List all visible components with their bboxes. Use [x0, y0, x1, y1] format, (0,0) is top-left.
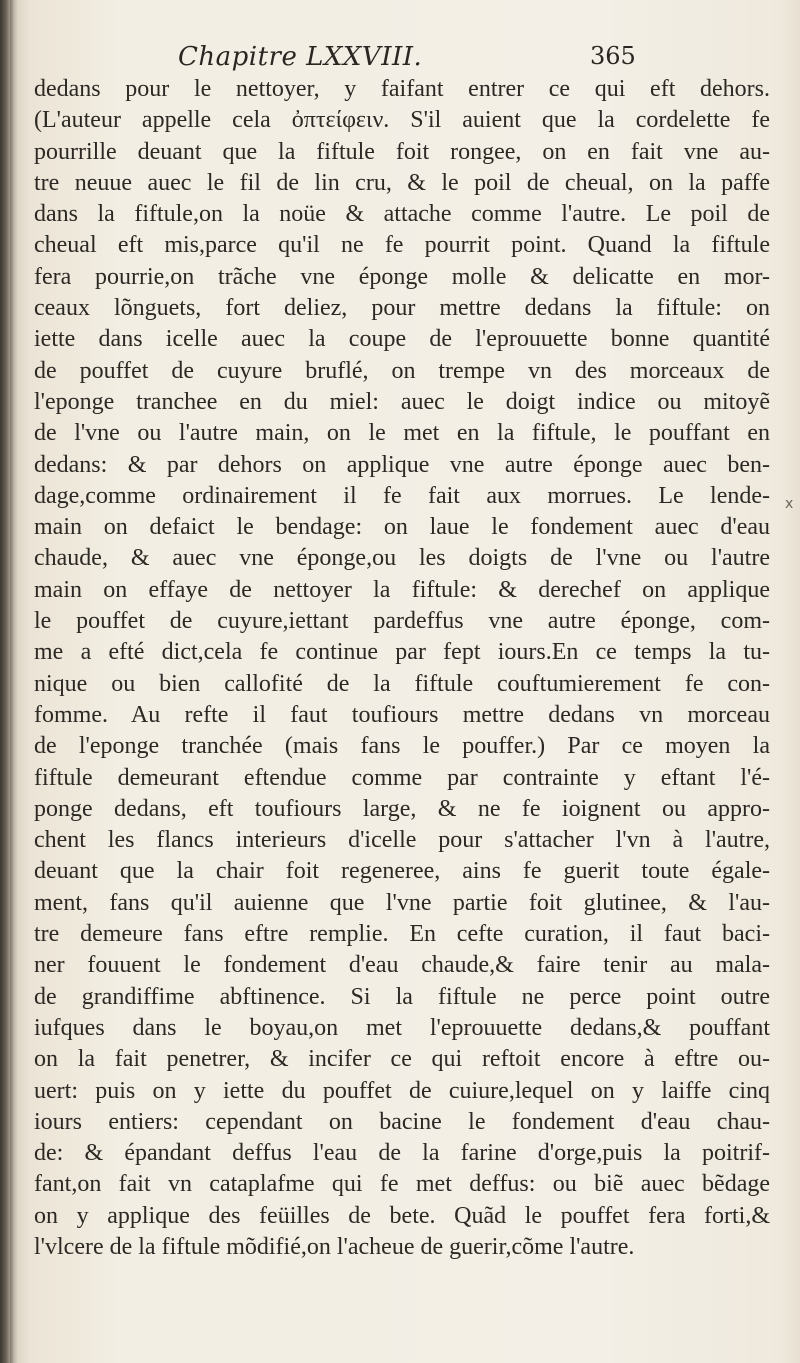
- text-line: iette dans icelle auec la coupe de l'eprouuette bonne quantité: [34, 326, 770, 353]
- text-line: uert: puis on y iette du pouffet de cuiure,lequel on y laiffe cinq: [34, 1077, 770, 1104]
- text-line: tre demeure fans eftre remplie. En cefte curation, il faut baci-: [34, 921, 770, 948]
- text-line: on la fait penetrer, & incifer ce qui reftoit encore à eftre ou-: [34, 1046, 770, 1073]
- text-line: ner fouuent le fondement d'eau chaude,& faire tenir au mala-: [34, 952, 770, 979]
- running-head: [0, 38, 800, 78]
- text-line: de grandiffime abftinence. Si la fiftule ne perce point outre: [34, 983, 770, 1010]
- text-line: ponge dedans, eft toufiours large, & ne fe ioignent ou appro-: [34, 795, 770, 822]
- text-line: de l'eponge tranchée (mais fans le pouffer.) Par ce moyen la: [34, 733, 770, 760]
- text-line: dedans: & par dehors on applique vne autre éponge auec ben-: [34, 451, 770, 478]
- text-line: pourrille deuant que la fiftule foit rongee, on en fait vne au-: [34, 138, 770, 165]
- text-line: iours entiers: cependant on bacine le fondement d'eau chau-: [34, 1108, 770, 1135]
- text-line: on y applique des feüilles de bete. Quãd le pouffet fera forti,&: [34, 1202, 770, 1229]
- text-line: deuant que la chair foit regeneree, ains fe guerit toute égale-: [34, 858, 770, 885]
- text-line: fant,on fait vn cataplafme qui fe met deffus: ou biẽ auec bẽdage: [34, 1171, 770, 1198]
- page-number: 365: [590, 42, 636, 70]
- text-line: dage,comme ordinairement il fe fait aux morrues. Le lende-: [34, 482, 770, 509]
- text-line: ceaux lõnguets, fort deliez, pour mettre dedans la fiftule: on: [34, 295, 770, 322]
- text-line: cheual eft mis,parce qu'il ne fe pourrit point. Quand la fiftule: [34, 232, 770, 259]
- body-text: [34, 74, 770, 1263]
- text-line: de: & épandant deffus l'eau de la farine d'orge,puis la poitrif-: [34, 1140, 770, 1167]
- text-line: tre neuue auec le fil de lin cru, & le poil de cheual, on la paffe: [34, 169, 770, 196]
- text-line: le pouffet de cuyure,iettant pardeffus vne autre éponge, com-: [34, 608, 770, 635]
- text-line: dedans pour le nettoyer, y faifant entrer ce qui eft dehors.: [34, 76, 770, 102]
- text-line: fera pourrie,on trãche vne éponge molle & delicatte en mor-: [34, 263, 770, 290]
- text-line: main on defaict le bendage: on laue le fondement auec d'eau: [34, 514, 770, 541]
- text-line: de l'vne ou l'autre main, on le met en la fiftule, le pouffant en: [34, 420, 770, 447]
- text-line: dans la fiftule,on la noüe & attache comme l'autre. Le poil de: [34, 201, 770, 228]
- text-line: l'vlcere de la fiftule mõdifié,on l'acheue de guerir,cõme l'autre.: [34, 1233, 635, 1260]
- text-line: de pouffet de cuyure bruflé, on trempe vn des morceaux de: [34, 357, 770, 384]
- text-line: l'eponge tranchee en du miel: auec le doigt indice ou mitoyẽ: [34, 388, 770, 415]
- text-line: ment, fans qu'il auienne que l'vne partie foit glutinee, & l'au-: [34, 889, 770, 916]
- text-line: main on effaye de nettoyer la fiftule: & derechef on applique: [34, 576, 770, 603]
- margin-mark: x: [785, 496, 794, 512]
- text-line: fomme. Au refte il faut toufiours mettre dedans vn morceau: [34, 701, 770, 728]
- binding-gutter-shadow: [10, 0, 18, 1363]
- text-line: me a efté dict,cela fe continue par fept iours.En ce temps la tu-: [34, 639, 770, 666]
- text-line: chaude, & auec vne éponge,ou les doigts de l'vne ou l'autre: [34, 545, 770, 572]
- text-line: chent les flancs interieurs d'icelle pour s'attacher l'vn à l'autre,: [34, 827, 770, 854]
- text-line: fiftule demeurant eftendue comme par contrainte y eftant l'é-: [34, 764, 770, 791]
- text-line: iufques dans le boyau,on met l'eprouuette dedans,& pouffant: [34, 1014, 770, 1041]
- text-line: (L'auteur appelle cela ὀπτείφειν. S'il auient que la cordelette fe: [34, 107, 770, 134]
- text-line: nique ou bien callofité de la fiftule couftumierement fe con-: [34, 670, 770, 697]
- chapter-title: Chapitre LXXVIII.: [178, 42, 423, 72]
